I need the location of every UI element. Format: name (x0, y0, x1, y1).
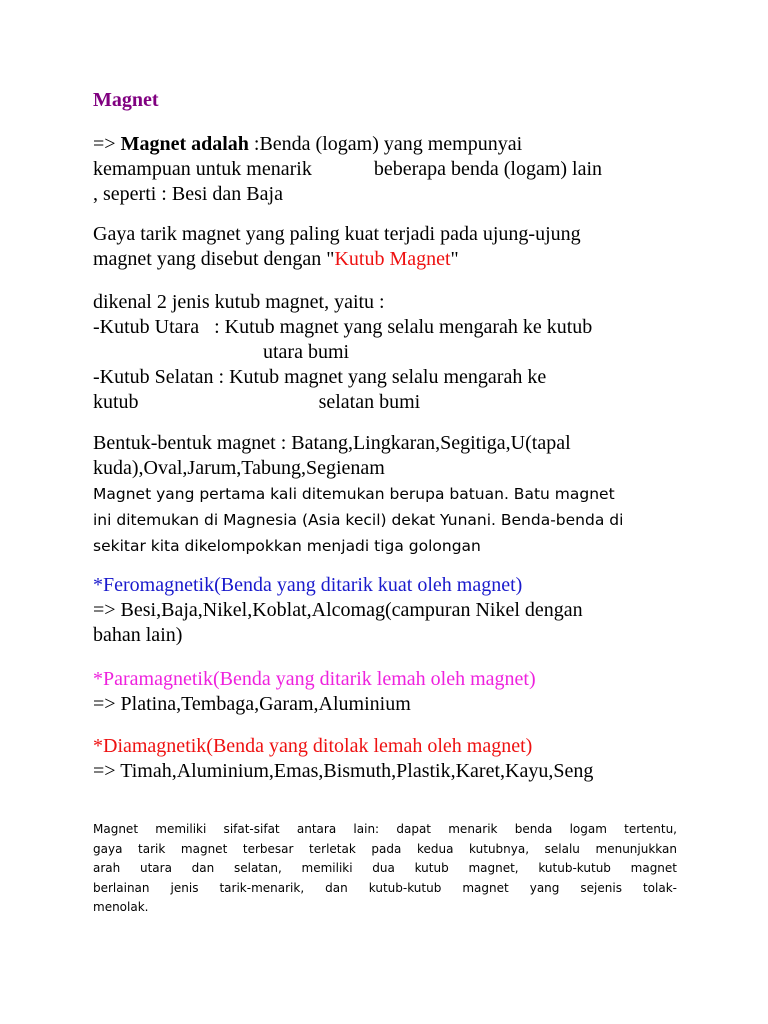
diamagnetik-line-1: => Timah,Aluminium,Emas,Bismuth,Plastik,Karet,Kayu,Seng (93, 760, 594, 782)
diamagnetik-heading: *Diamagnetik(Benda yang ditolak lemah oleh magnet) (93, 735, 533, 757)
feromagnetik-line-1: => Besi,Baja,Nikel,Koblat,Alcomag(campuran Nikel dengan (93, 599, 583, 621)
kutub-utara-line-1: -Kutub Utara : Kutub magnet yang selalu mengarah ke kutub (93, 316, 593, 338)
bentuk-paragraph (93, 431, 683, 481)
gaya-paragraph (93, 222, 683, 272)
kutub-selatan-line-2 (93, 390, 683, 415)
gaya-line-2 (93, 247, 683, 272)
diamagnetik-section (93, 734, 683, 784)
definition-line-2b: beberapa benda (logam) lain (373, 158, 603, 180)
kutub-paragraph (93, 290, 683, 415)
sifat-line-3: arah utara dan selatan, memiliki dua kutub magnet, kutub-kutub magnet (93, 861, 677, 875)
feromagnetik-section (93, 573, 683, 648)
feromagnetik-heading: *Feromagnetik(Benda yang ditarik kuat oleh magnet) (93, 574, 523, 596)
definition-line-2a: kemampuan untuk menarik (93, 158, 312, 180)
paramagnetik-heading: *Paramagnetik(Benda yang ditarik lemah oleh magnet) (93, 668, 536, 690)
kutub-selatan-line-1: -Kutub Selatan : Kutub magnet yang selalu mengarah ke (93, 366, 547, 388)
sifat-line-5: menolak. (93, 900, 149, 914)
gaya-line-2b: " (450, 248, 459, 270)
bentuk-line-1: Bentuk-bentuk magnet : Batang,Lingkaran,Segitiga,U(tapal (93, 432, 571, 454)
kutub-magnet-highlight: Kutub Magnet (334, 248, 451, 270)
sifat-line-4: berlainan jenis tarik-menarik, dan kutub-kutub magnet yang sejenis tolak- (93, 880, 677, 895)
sejarah-paragraph (93, 481, 683, 559)
kutub-intro: dikenal 2 jenis kutub magnet, yaitu : (93, 291, 385, 313)
sifat-line-2: gaya tarik magnet terbesar terletak pada kedua kutubnya, selalu menunjukkan (93, 841, 677, 856)
kutub-utara-line-2: utara bumi (263, 341, 350, 363)
feromagnetik-line-2: bahan lain) (93, 624, 183, 646)
paramagnetik-section (93, 667, 683, 717)
definition-term: Magnet adalah (120, 133, 249, 155)
definition-paragraph (93, 132, 683, 207)
gaya-line-2a: magnet yang disebut dengan " (93, 248, 335, 270)
definition-line-3: , seperti : Besi dan Baja (93, 183, 283, 205)
definition-line-2 (93, 157, 683, 182)
definition-text: :Benda (logam) yang mempunyai (248, 133, 523, 155)
paramagnetik-line-1: => Platina,Tembaga,Garam,Aluminium (93, 693, 411, 715)
definition-prefix: => (93, 133, 121, 155)
sifat-paragraph (93, 820, 677, 918)
definition-line-1 (93, 132, 683, 157)
page-title: Magnet (93, 89, 159, 111)
sejarah-line-3: sekitar kita dikelompokkan menjadi tiga golongan (93, 537, 481, 555)
title-block (93, 88, 683, 113)
gaya-line-1: Gaya tarik magnet yang paling kuat terjadi pada ujung-ujung (93, 223, 581, 245)
sifat-line-1: Magnet memiliki sifat-sifat antara lain: dapat menarik benda logam tertentu, (93, 822, 677, 836)
kutub-selatan-line-2a: kutub (93, 391, 139, 413)
sejarah-line-1: Magnet yang pertama kali ditemukan berupa batuan. Batu magnet (93, 485, 615, 503)
sejarah-line-2: ini ditemukan di Magnesia (Asia kecil) dekat Yunani. Benda-benda di (93, 511, 624, 529)
bentuk-line-2: kuda),Oval,Jarum,Tabung,Segienam (93, 457, 385, 479)
kutub-selatan-line-2b: selatan bumi (318, 391, 421, 413)
